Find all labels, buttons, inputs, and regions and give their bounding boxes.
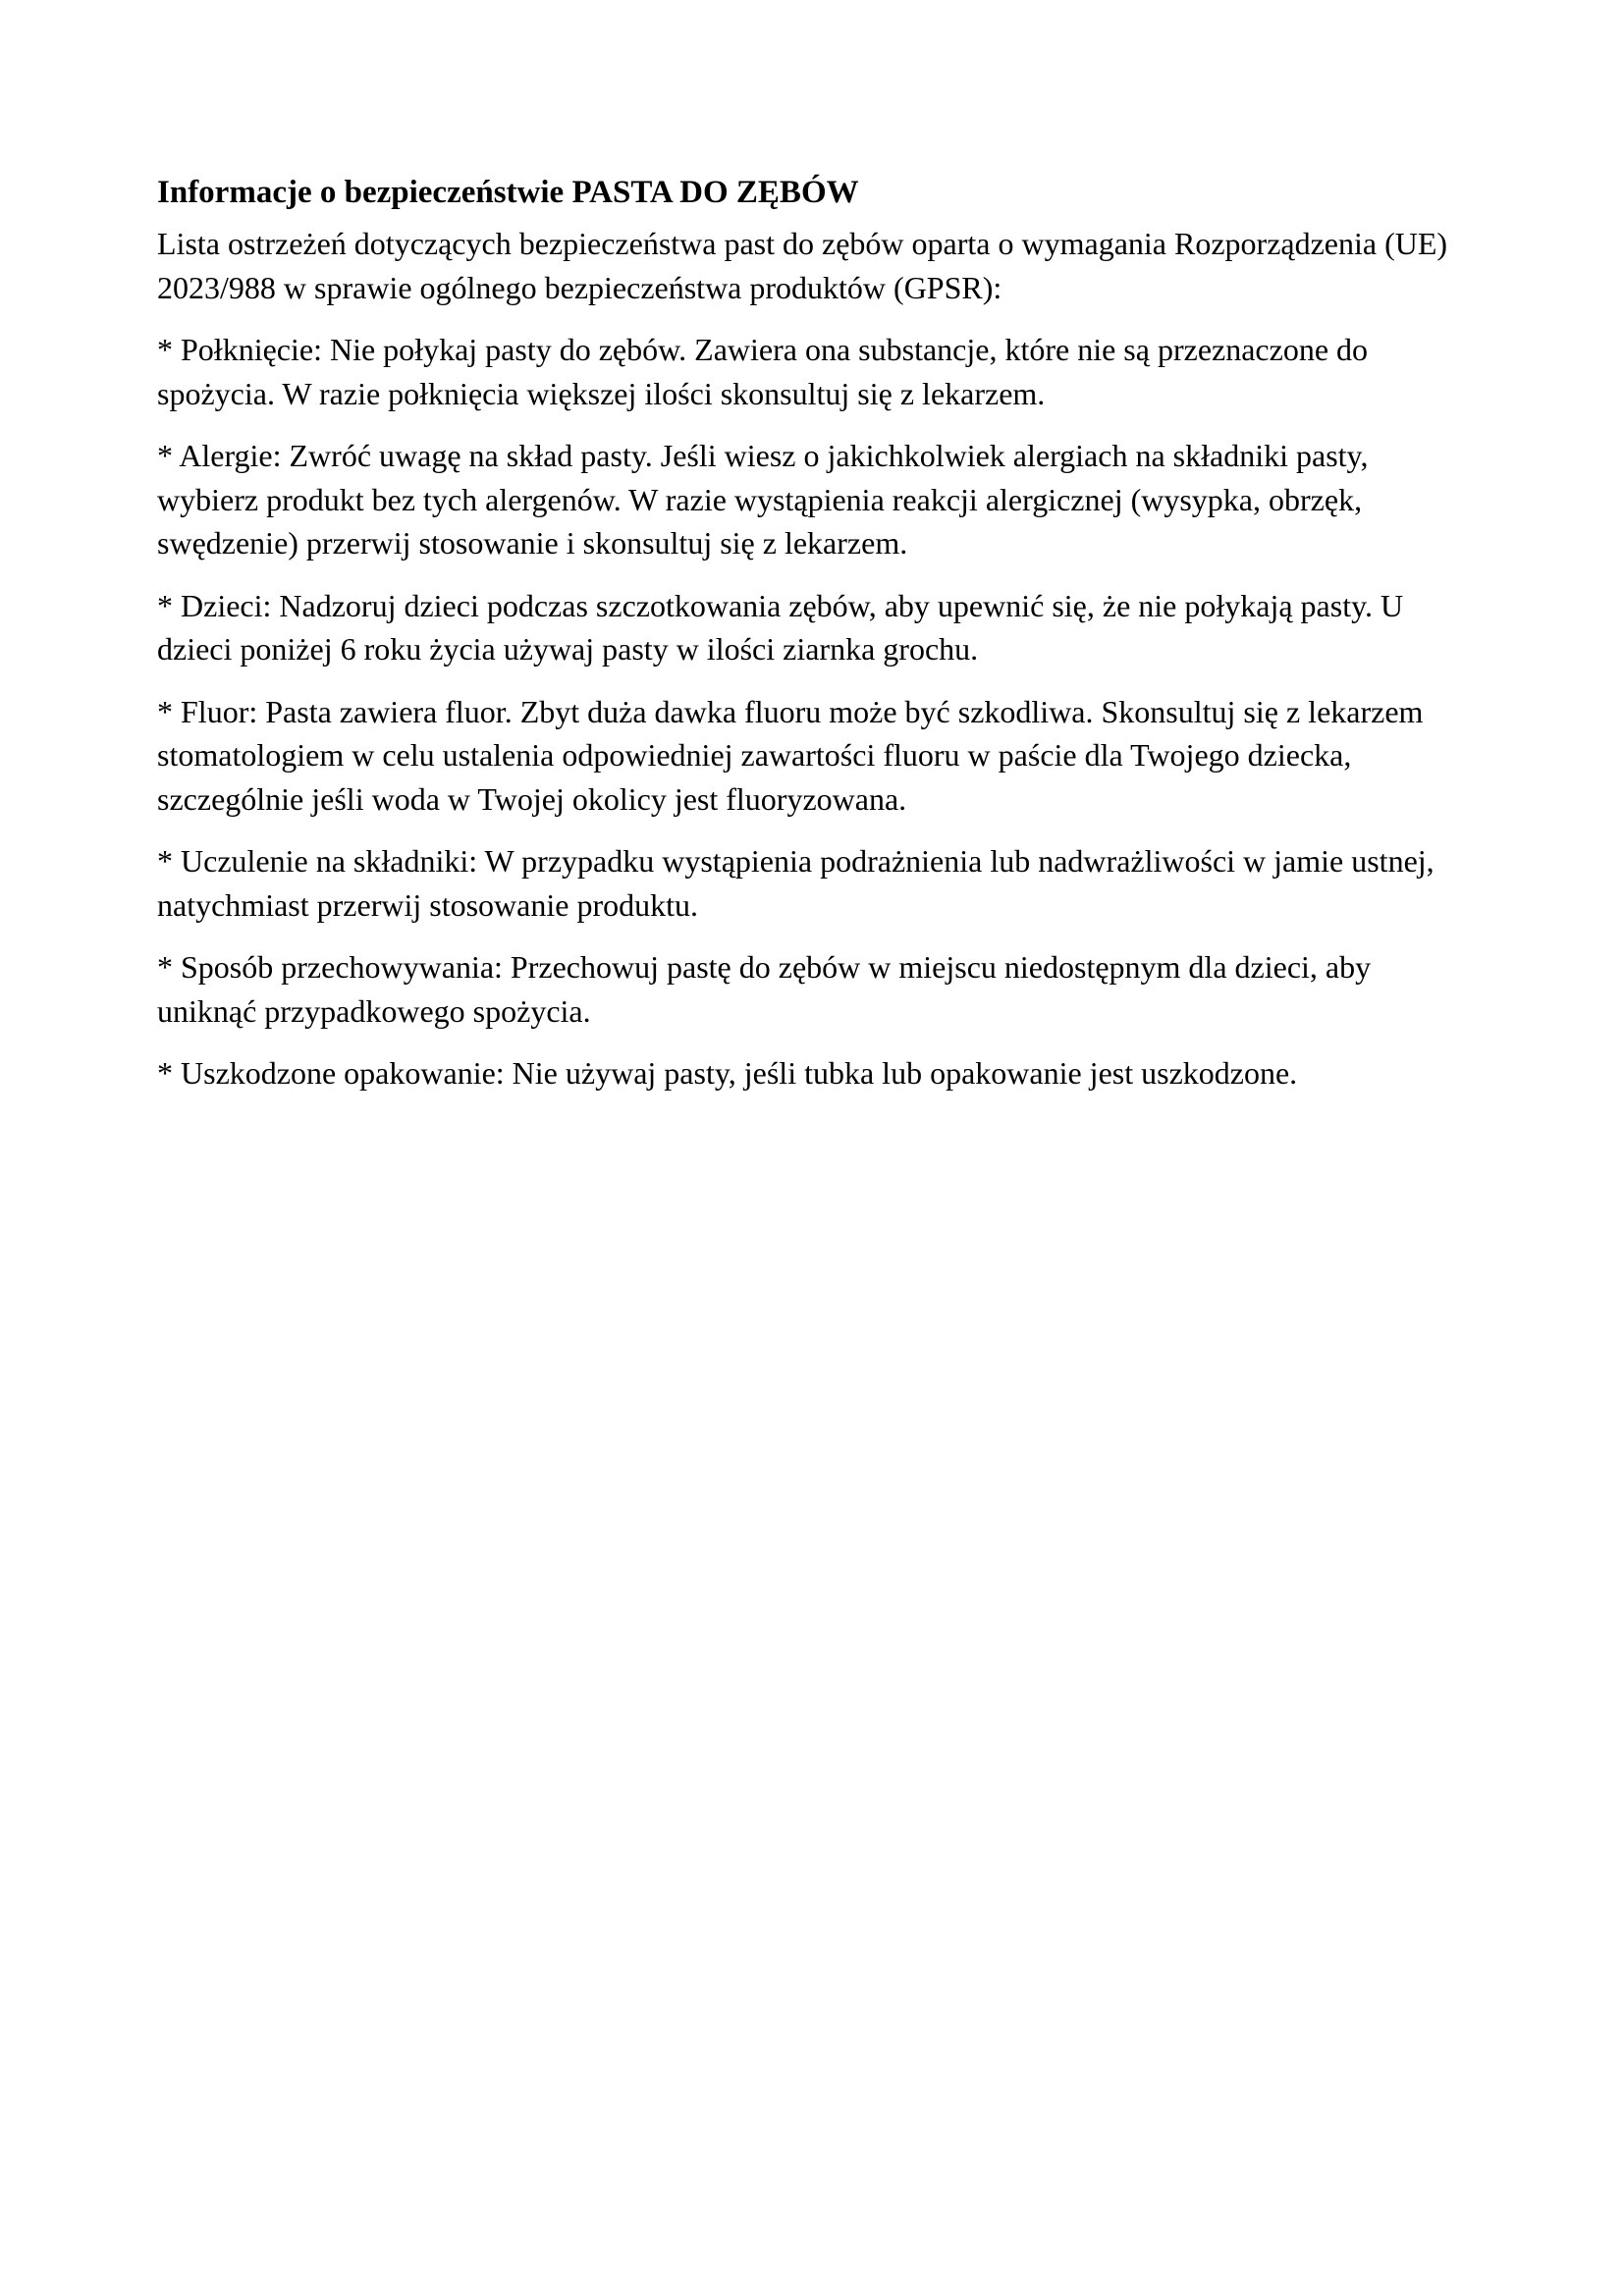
warning-damaged-packaging: * Uszkodzone opakowanie: Nie używaj pasty, jeśli tubka lub opakowanie jest uszkodzone.	[157, 1055, 1298, 1091]
warning-storage: * Sposób przechowywania: Przechowuj pastę do zębów w miejscu niedostępnym dla dzieci, aby uniknąć przypadkowego spożycia.	[157, 949, 1372, 1029]
warning-allergies: * Alergie: Zwróć uwagę na skład pasty. Jeśli wiesz o jakichkolwiek alergiach na składniki pasty, wybierz produkt bez tych alergenów. W razie wystąpienia reakcji alergicznej (wysypka, obrzęk, swędzenie) przerwij stosowanie i skonsultuj się z lekarzem.	[157, 438, 1369, 561]
intro-paragraph: Lista ostrzeżeń dotyczących bezpieczeństwa past do zębów oparta o wymagania Rozporządzenia (UE) 2023/988 w sprawie ogólnego bezpieczeństwa produktów (GPSR):	[157, 226, 1448, 305]
warning-swallowing: * Połknięcie: Nie połykaj pasty do zębów. Zawiera ona substancje, które nie są przeznaczone do spożycia. W razie połknięcia większej ilości skonsultuj się z lekarzem.	[157, 332, 1369, 411]
warning-sensitivity: * Uczulenie na składniki: W przypadku wystąpienia podrażnienia lub nadwrażliwości w jamie ustnej, natychmiast przerwij stosowanie produktu.	[157, 843, 1435, 923]
document-title: Informacje o bezpieczeństwie PASTA DO ZĘBÓW	[157, 175, 859, 210]
warning-children: * Dzieci: Nadzoruj dzieci podczas szczotkowania zębów, aby upewnić się, że nie połykają pasty. U dzieci poniżej 6 roku życia używaj pasty w ilości ziarnka grochu.	[157, 587, 1404, 667]
document-body	[157, 173, 1473, 1114]
warning-fluoride: * Fluor: Pasta zawiera fluor. Zbyt duża dawka fluoru może być szkodliwa. Skonsultuj się z lekarzem stomatologiem w celu ustalenia odpowiedniej zawartości fluoru w paście dla Twojego dziecka, szczególnie jeśli woda w Twojej okolicy jest fluoryzowana.	[157, 693, 1424, 817]
